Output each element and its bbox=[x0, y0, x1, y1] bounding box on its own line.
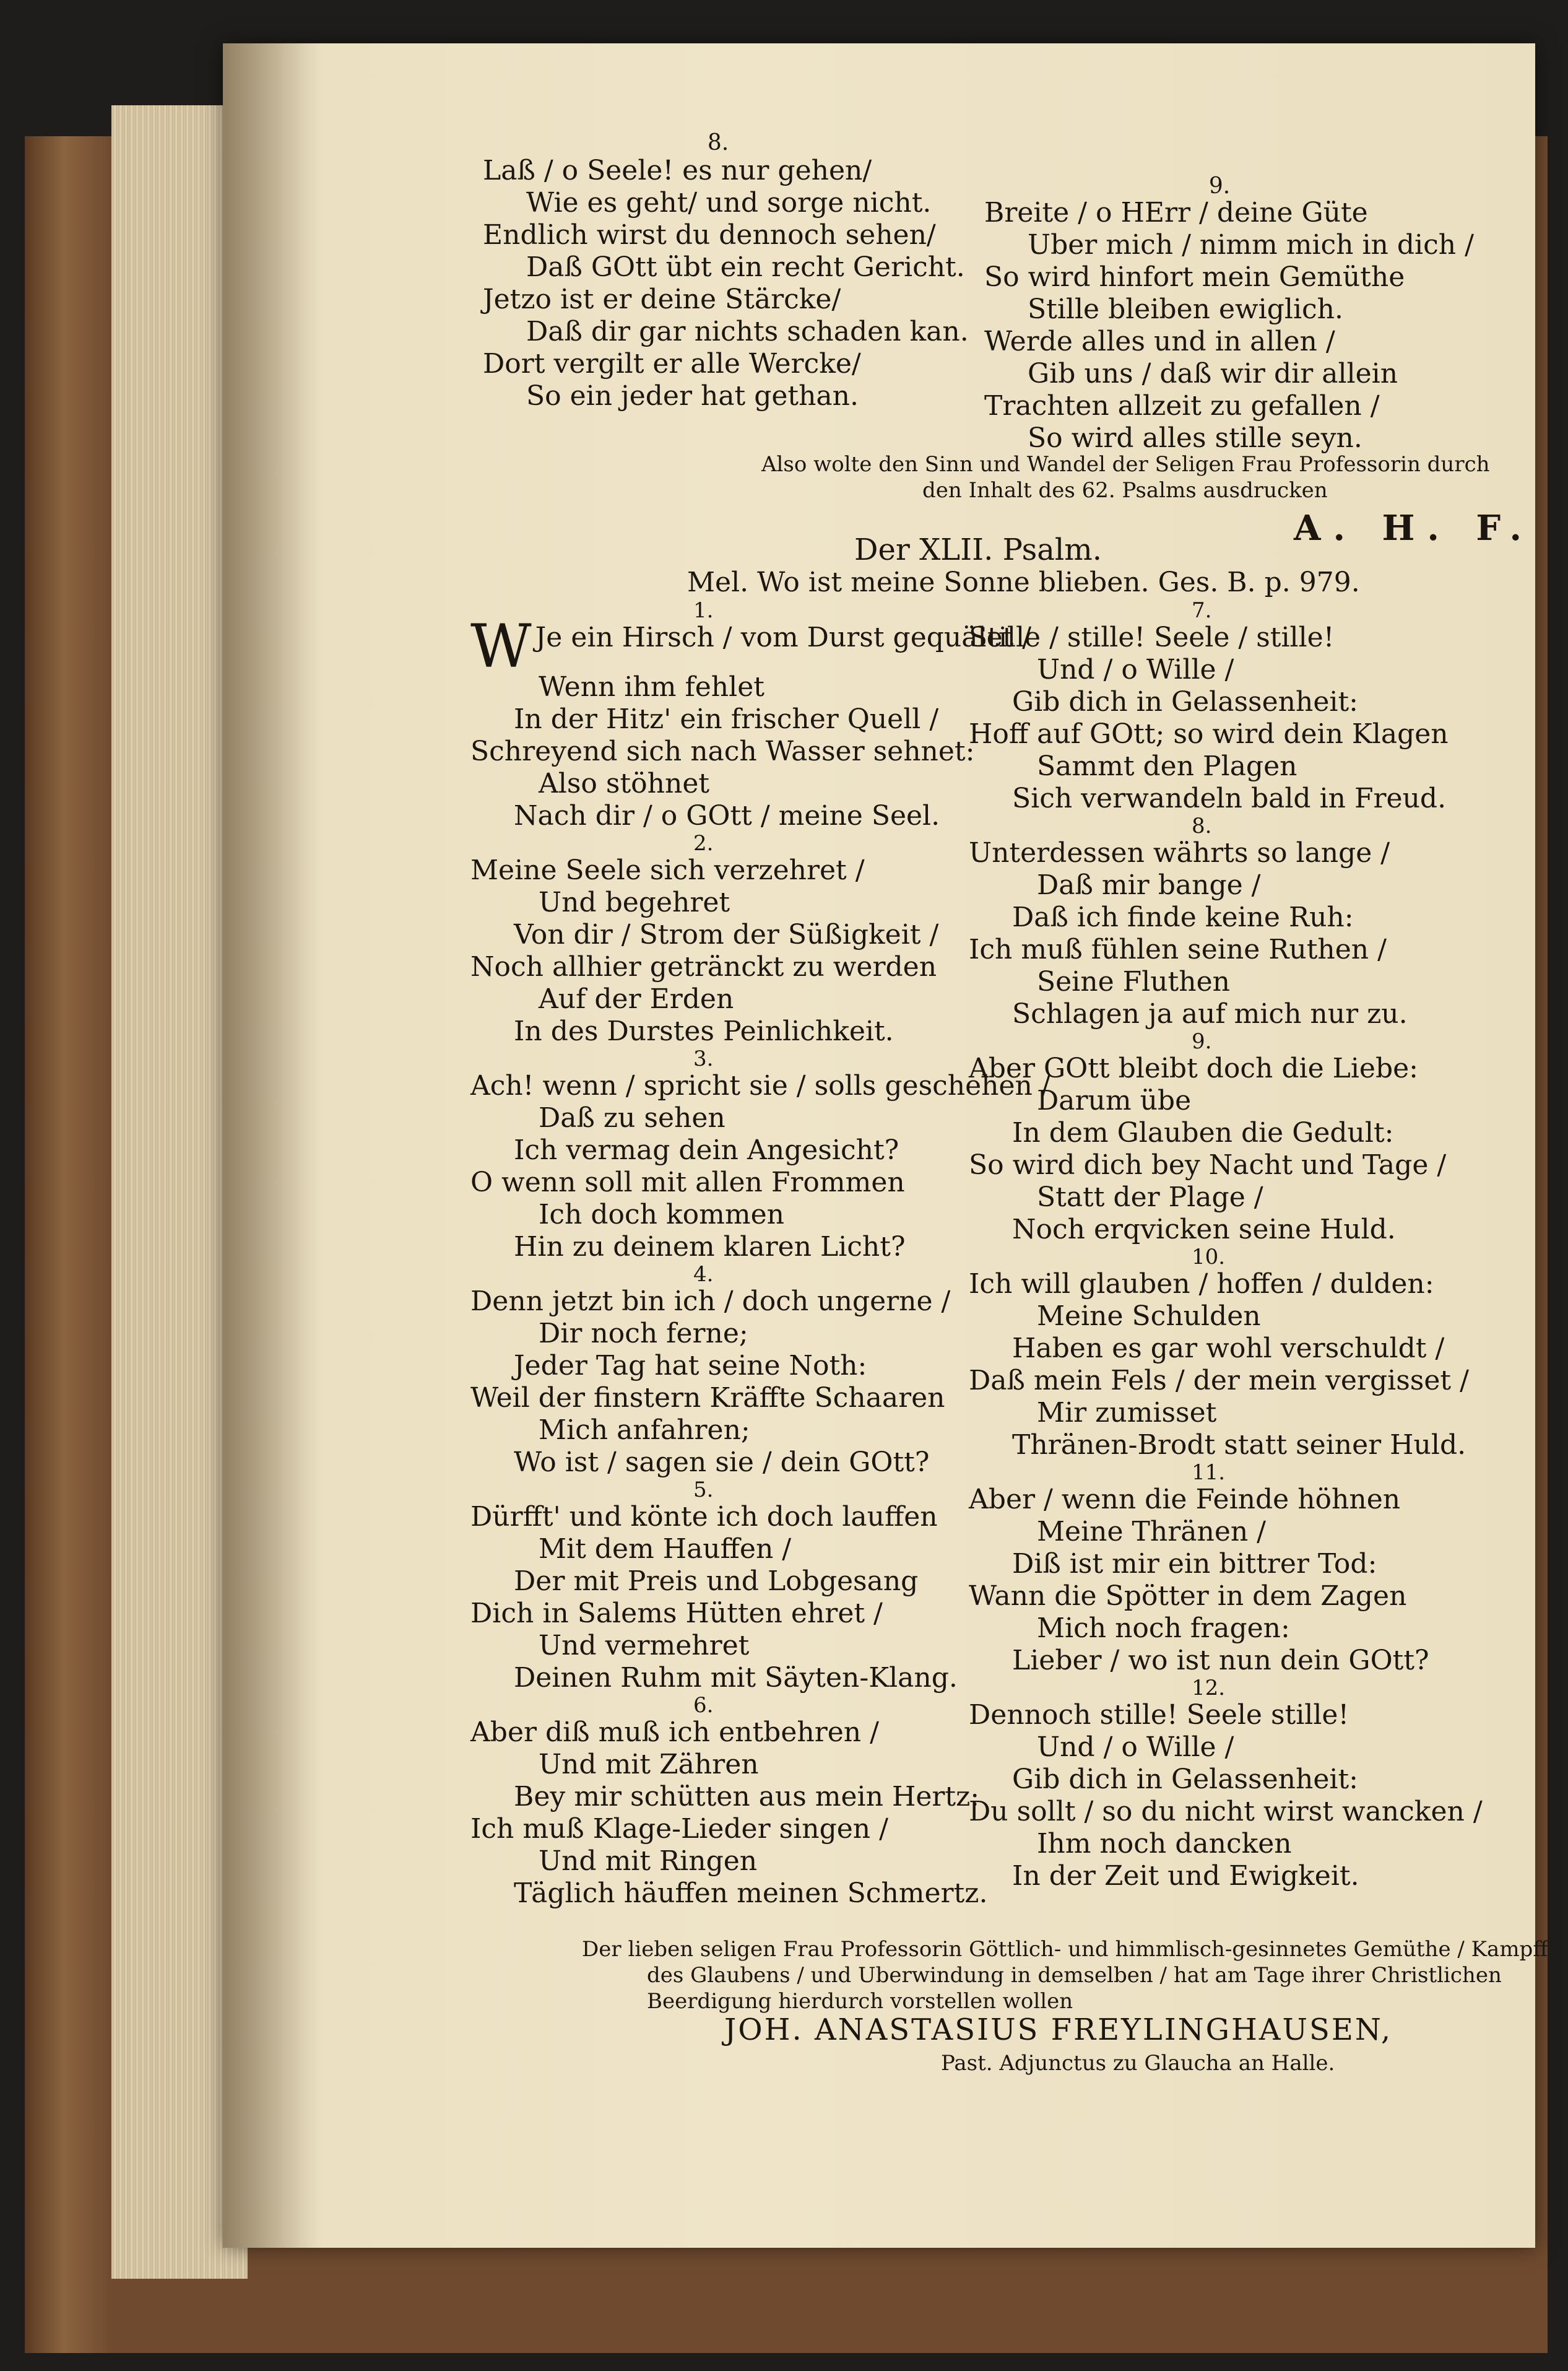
verse-line: Endlich wirst du dennoch sehen/ bbox=[483, 219, 936, 251]
verse-line: Und / o Wille / bbox=[1037, 654, 1234, 685]
verse-line: Dürfft' und könte ich doch lauffen bbox=[470, 1501, 938, 1533]
verse-line: So wird hinfort mein Gemüthe bbox=[984, 261, 1405, 293]
author-name: JOH. ANASTASIUS FREYLINGHAUSEN, bbox=[724, 2012, 1393, 2047]
gutter-shadow bbox=[223, 43, 322, 2248]
verse-line: In des Durstes Peinlichkeit. bbox=[514, 1016, 894, 1047]
verse-line: Mir zumisset bbox=[1037, 1397, 1217, 1429]
verse-line: Und mit Zähren bbox=[539, 1749, 759, 1780]
verse-line: Uber mich / nimm mich in dich / bbox=[1028, 229, 1474, 261]
verse-line: Meine Schulden bbox=[1037, 1300, 1261, 1332]
verse-line: Haben es gar wohl verschuldt / bbox=[1012, 1333, 1445, 1364]
stanza-number: 5. bbox=[693, 1477, 714, 1502]
verse-line: Jetzo ist er deine Stärcke/ bbox=[483, 284, 841, 315]
verse-line: Gib uns / daß wir dir allein bbox=[1028, 358, 1398, 389]
verse-line: In der Zeit und Ewigkeit. bbox=[1012, 1860, 1359, 1892]
psalm-left-column bbox=[470, 599, 1050, 1910]
verse-line: Sammt den Plagen bbox=[1037, 750, 1297, 782]
stanza-number: 7. bbox=[1192, 598, 1212, 623]
verse-line: Noch erqvicken seine Huld. bbox=[1012, 1214, 1396, 1245]
dedication-line-1: Der lieben seligen Frau Professorin Göttlich- und himmlisch-gesinnetes Gemüthe / Kampff bbox=[582, 1937, 1548, 1962]
stanza-number: 2. bbox=[693, 831, 714, 856]
verse-line: Noch allhier getränckt zu werden bbox=[470, 951, 937, 983]
verse-line: Und mit Ringen bbox=[539, 1845, 758, 1877]
verse-line: Daß GOtt übt ein recht Gericht. bbox=[526, 251, 965, 283]
verse-line: Stille / stille! Seele / stille! bbox=[969, 622, 1335, 653]
verse-line: Wo ist / sagen sie / dein GOtt? bbox=[514, 1447, 930, 1478]
author-title: Past. Adjunctus zu Glaucha an Halle. bbox=[941, 2051, 1335, 2076]
verse-line: Ihm noch dancken bbox=[1037, 1828, 1292, 1860]
stanza-number: 8. bbox=[707, 130, 729, 155]
verse-line: In der Hitz' ein frischer Quell / bbox=[514, 703, 939, 735]
stanza-number: 8. bbox=[1192, 814, 1212, 838]
verse-line: Daß mir bange / bbox=[1037, 869, 1261, 901]
verse-line: Mich noch fragen: bbox=[1037, 1612, 1290, 1644]
dedication-line-3: Beerdigung hierdurch vorstellen wollen bbox=[647, 1989, 1073, 2014]
verse-line: Ach! wenn / spricht sie / solls geschehen / bbox=[470, 1070, 1050, 1102]
psalm-right-column bbox=[969, 599, 1483, 1892]
closing-note-line-2: den Inhalt des 62. Psalms ausdrucken bbox=[922, 478, 1328, 503]
verse-line: Dir noch ferne; bbox=[539, 1318, 748, 1349]
verse-line: Aber / wenn die Feinde höhnen bbox=[969, 1484, 1401, 1515]
verse-line: Und vermehret bbox=[539, 1630, 750, 1661]
dedication-line-2: des Glaubens / und Uberwindung in demselben / hat am Tage ihrer Christlichen bbox=[647, 1963, 1502, 1988]
verse-line: Diß ist mir ein bittrer Tod: bbox=[1012, 1548, 1377, 1580]
verse-line: So ein jeder hat gethan. bbox=[526, 380, 859, 412]
verse-line: Und begehret bbox=[539, 887, 730, 918]
verse-line bbox=[470, 612, 1050, 681]
verse-line: Ich doch kommen bbox=[539, 1199, 784, 1230]
stanza-top-left bbox=[483, 155, 969, 412]
verse-line: Daß dir gar nichts schaden kan. bbox=[526, 316, 969, 347]
verse-line: Mich anfahren; bbox=[539, 1414, 750, 1446]
verse-line: In dem Glauben die Gedult: bbox=[1012, 1117, 1394, 1149]
verse-line: Thränen-Brodt statt seiner Huld. bbox=[1012, 1429, 1466, 1461]
melody-line: Mel. Wo ist meine Sonne blieben. Ges. B. p. 979. bbox=[687, 567, 1360, 598]
verse-line: Gib dich in Gelassenheit: bbox=[1012, 1764, 1358, 1795]
verse-line: Breite / o HErr / deine Güte bbox=[984, 197, 1368, 228]
verse-line: Meine Thränen / bbox=[1037, 1516, 1267, 1547]
verse-line: Und / o Wille / bbox=[1037, 1731, 1234, 1763]
verse-line: Ich vermag dein Angesicht? bbox=[514, 1134, 899, 1166]
verse-line: Auf der Erden bbox=[539, 983, 734, 1015]
verse-line: Darum übe bbox=[1037, 1085, 1192, 1116]
verse-line-text: Je ein Hirsch / vom Durst gequälet / bbox=[535, 622, 1032, 653]
verse-line: Wie es geht/ und sorge nicht. bbox=[526, 187, 932, 219]
closing-note-line-1: Also wolte den Sinn und Wandel der Seligen Frau Professorin durch bbox=[761, 452, 1490, 477]
verse-line: Mit dem Hauffen / bbox=[539, 1533, 792, 1565]
verse-line: Du sollt / so du nicht wirst wancken / bbox=[969, 1796, 1483, 1827]
verse-line: Hin zu deinem klaren Licht? bbox=[514, 1231, 906, 1263]
verse-line: Aber GOtt bleibt doch die Liebe: bbox=[969, 1053, 1418, 1084]
verse-line: So wird alles stille seyn. bbox=[1028, 422, 1362, 454]
verse-line: Statt der Plage / bbox=[1037, 1181, 1263, 1213]
verse-line: Gib dich in Gelassenheit: bbox=[1012, 686, 1358, 718]
verse-line: Weil der finstern Kräffte Schaaren bbox=[470, 1382, 945, 1414]
stanza-number: 1. bbox=[693, 598, 714, 623]
stanza-number: 11. bbox=[1192, 1460, 1226, 1485]
stanza-number: 10. bbox=[1192, 1245, 1226, 1269]
drop-cap: W bbox=[470, 612, 532, 681]
verse-line: Deinen Ruhm mit Säyten-Klang. bbox=[514, 1662, 958, 1694]
verse-line: Laß / o Seele! es nur gehen/ bbox=[483, 155, 872, 186]
verse-line: So wird dich bey Nacht und Tage / bbox=[969, 1149, 1447, 1181]
verse-line: Werde alles und in allen / bbox=[984, 326, 1335, 357]
verse-line: Unterdessen währts so lange / bbox=[969, 837, 1390, 869]
verse-line: Denn jetzt bin ich / doch ungerne / bbox=[470, 1286, 951, 1317]
stanza-number: 4. bbox=[693, 1262, 714, 1287]
verse-line: Daß mein Fels / der mein vergisset / bbox=[969, 1365, 1469, 1396]
stanza-number: 9. bbox=[1208, 173, 1231, 199]
verse-line: Ich muß fühlen seine Ruthen / bbox=[969, 934, 1387, 965]
verse-line: Daß zu sehen bbox=[539, 1102, 726, 1134]
verse-line: Ich muß Klage-Lieder singen / bbox=[470, 1813, 888, 1845]
stanza-number: 6. bbox=[693, 1693, 714, 1718]
verse-line: Schreyend sich nach Wasser sehnet: bbox=[470, 736, 975, 767]
stanza-top-right bbox=[984, 197, 1474, 455]
verse-line: Hoff auf GOtt; so wird dein Klagen bbox=[969, 718, 1449, 750]
psalm-title: Der XLII. Psalm. bbox=[854, 533, 1102, 567]
verse-line: Wann die Spötter in dem Zagen bbox=[969, 1580, 1407, 1612]
verse-line: Stille bleiben ewiglich. bbox=[1028, 294, 1343, 325]
verse-line: Trachten allzeit zu gefallen / bbox=[984, 390, 1380, 422]
stanza-number: 3. bbox=[693, 1046, 714, 1071]
verse-line: Jeder Tag hat seine Noth: bbox=[514, 1350, 867, 1381]
verse-line: Wenn ihm fehlet bbox=[539, 671, 765, 703]
verse-line: Dich in Salems Hütten ehret / bbox=[470, 1598, 883, 1629]
verse-line: Ich will glauben / hoffen / dulden: bbox=[969, 1268, 1434, 1300]
verse-line: Lieber / wo ist nun dein GOtt? bbox=[1012, 1645, 1429, 1676]
book-spine bbox=[25, 136, 111, 2353]
verse-line: Bey mir schütten aus mein Hertz: bbox=[514, 1781, 980, 1812]
verse-line: Täglich häuffen meinen Schmertz. bbox=[514, 1877, 988, 1909]
verse-line: Schlagen ja auf mich nur zu. bbox=[1012, 998, 1408, 1030]
verse-line: Nach dir / o GOtt / meine Seel. bbox=[514, 800, 940, 832]
verse-line: Also stöhnet bbox=[539, 768, 710, 799]
verse-line: Meine Seele sich verzehret / bbox=[470, 855, 865, 886]
verse-line: O wenn soll mit allen Frommen bbox=[470, 1167, 905, 1198]
verse-line: Dort vergilt er alle Wercke/ bbox=[483, 348, 861, 380]
verse-line: Der mit Preis und Lobgesang bbox=[514, 1565, 919, 1597]
verse-line: Dennoch stille! Seele stille! bbox=[969, 1699, 1349, 1731]
author-initials: A. H. F. bbox=[1294, 508, 1534, 549]
verse-line: Daß ich finde keine Ruh: bbox=[1012, 902, 1354, 933]
verse-line: Von dir / Strom der Süßigkeit / bbox=[514, 919, 939, 951]
verse-line: Sich verwandeln bald in Freud. bbox=[1012, 783, 1447, 814]
verse-line: Aber diß muß ich entbehren / bbox=[470, 1716, 879, 1748]
stanza-number: 12. bbox=[1192, 1676, 1226, 1700]
verse-line: Seine Fluthen bbox=[1037, 966, 1230, 998]
stanza-number: 9. bbox=[1192, 1029, 1212, 1054]
